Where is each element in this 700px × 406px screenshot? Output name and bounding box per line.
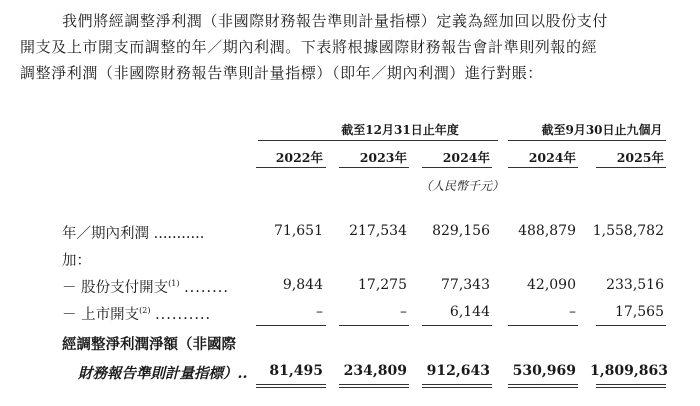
total-rule-4 <box>508 384 578 388</box>
value-sbp-2023: 17,275 <box>358 277 407 293</box>
group-header-nine-months: 截至9月30日止九個月 <box>541 123 663 137</box>
subtotal-rule-4 <box>508 325 578 326</box>
note-2: (2) <box>139 306 151 315</box>
subtotal-rule-3 <box>422 325 492 326</box>
row-label-adjusted-net-profit-line2: 財務報告準則計量指標）.. <box>78 365 248 382</box>
value-profit-2023: 217,534 <box>349 223 407 239</box>
intro-line-2: 開支及上市開支而調整的年／期內利潤。下表將根據國際財務報告會計準則列報的經 <box>20 38 598 56</box>
value-listing-2022: – <box>316 304 323 320</box>
total-rule-2 <box>339 384 409 388</box>
listing-expenses-text: － 上市開支 <box>62 307 140 323</box>
group-header-annual: 截至12月31日止年度 <box>341 123 459 137</box>
value-listing-2023: – <box>400 304 407 320</box>
subtotal-rule-5 <box>596 325 666 326</box>
year-rule-1 <box>256 167 326 168</box>
value-listing-2024-9m: – <box>569 304 576 320</box>
year-header-2024-9m: 2024年 <box>528 150 576 165</box>
group-header-annual-rule <box>258 140 498 141</box>
share-based-payment-leader: ........ <box>184 280 229 296</box>
listing-expenses-leader: .......... <box>155 307 212 323</box>
total-rule-3 <box>422 384 492 388</box>
share-based-payment-text: － 股份支付開支 <box>62 280 169 296</box>
value-adjusted-2024-9m: 530,969 <box>512 363 576 379</box>
row-label-share-based-payment <box>62 276 229 297</box>
row-label-add: 加： <box>62 253 91 269</box>
value-adjusted-2023: 234,809 <box>343 363 407 379</box>
subtotal-rule-2 <box>339 325 409 326</box>
value-profit-2025-9m: 1,558,782 <box>592 223 664 239</box>
value-sbp-2025-9m: 233,516 <box>606 277 664 293</box>
value-listing-2024: 6,144 <box>449 304 490 320</box>
group-header-nine-months-rule <box>508 140 666 141</box>
value-sbp-2024-9m: 42,090 <box>527 277 576 293</box>
value-listing-2025-9m: 17,565 <box>615 304 664 320</box>
total-rule-1 <box>256 384 326 388</box>
row-label-adjusted-net-profit-line1: 經調整淨利潤淨額（非國際 <box>62 336 236 353</box>
intro-paragraph <box>20 8 694 86</box>
value-adjusted-2022: 81,495 <box>269 363 323 379</box>
row-label-listing-expenses <box>62 303 211 324</box>
year-rule-5 <box>596 167 666 168</box>
subtotal-rule-1 <box>256 325 326 326</box>
value-adjusted-2024: 912,643 <box>426 363 490 379</box>
value-sbp-2024: 77,343 <box>441 277 490 293</box>
value-profit-2022: 71,651 <box>274 223 323 239</box>
intro-line-3: 調整淨利潤（非國際財務報告準則計量指標）（即年／期內利潤）進行對賬： <box>20 64 543 82</box>
year-rule-3 <box>422 167 492 168</box>
intro-line-1: 我們將經調整淨利潤（非國際財務報告準則計量指標）定義為經加回以股份支付 <box>62 12 609 30</box>
year-rule-2 <box>339 167 409 168</box>
year-header-2024: 2024年 <box>442 150 490 165</box>
row-label-profit: 年／期內利潤 ........... <box>62 226 205 242</box>
year-header-2022: 2022年 <box>275 150 323 165</box>
total-rule-5 <box>596 384 666 388</box>
year-header-2025-9m: 2025年 <box>616 150 664 165</box>
value-profit-2024: 829,156 <box>432 223 490 239</box>
year-rule-4 <box>508 167 578 168</box>
unit-label: （人民幣千元） <box>420 179 505 193</box>
year-header-2023: 2023年 <box>359 150 407 165</box>
value-adjusted-2025-9m: 1,809,863 <box>590 363 668 379</box>
note-1: (1) <box>168 279 180 288</box>
value-sbp-2022: 9,844 <box>282 277 323 293</box>
value-profit-2024-9m: 488,879 <box>518 223 576 239</box>
